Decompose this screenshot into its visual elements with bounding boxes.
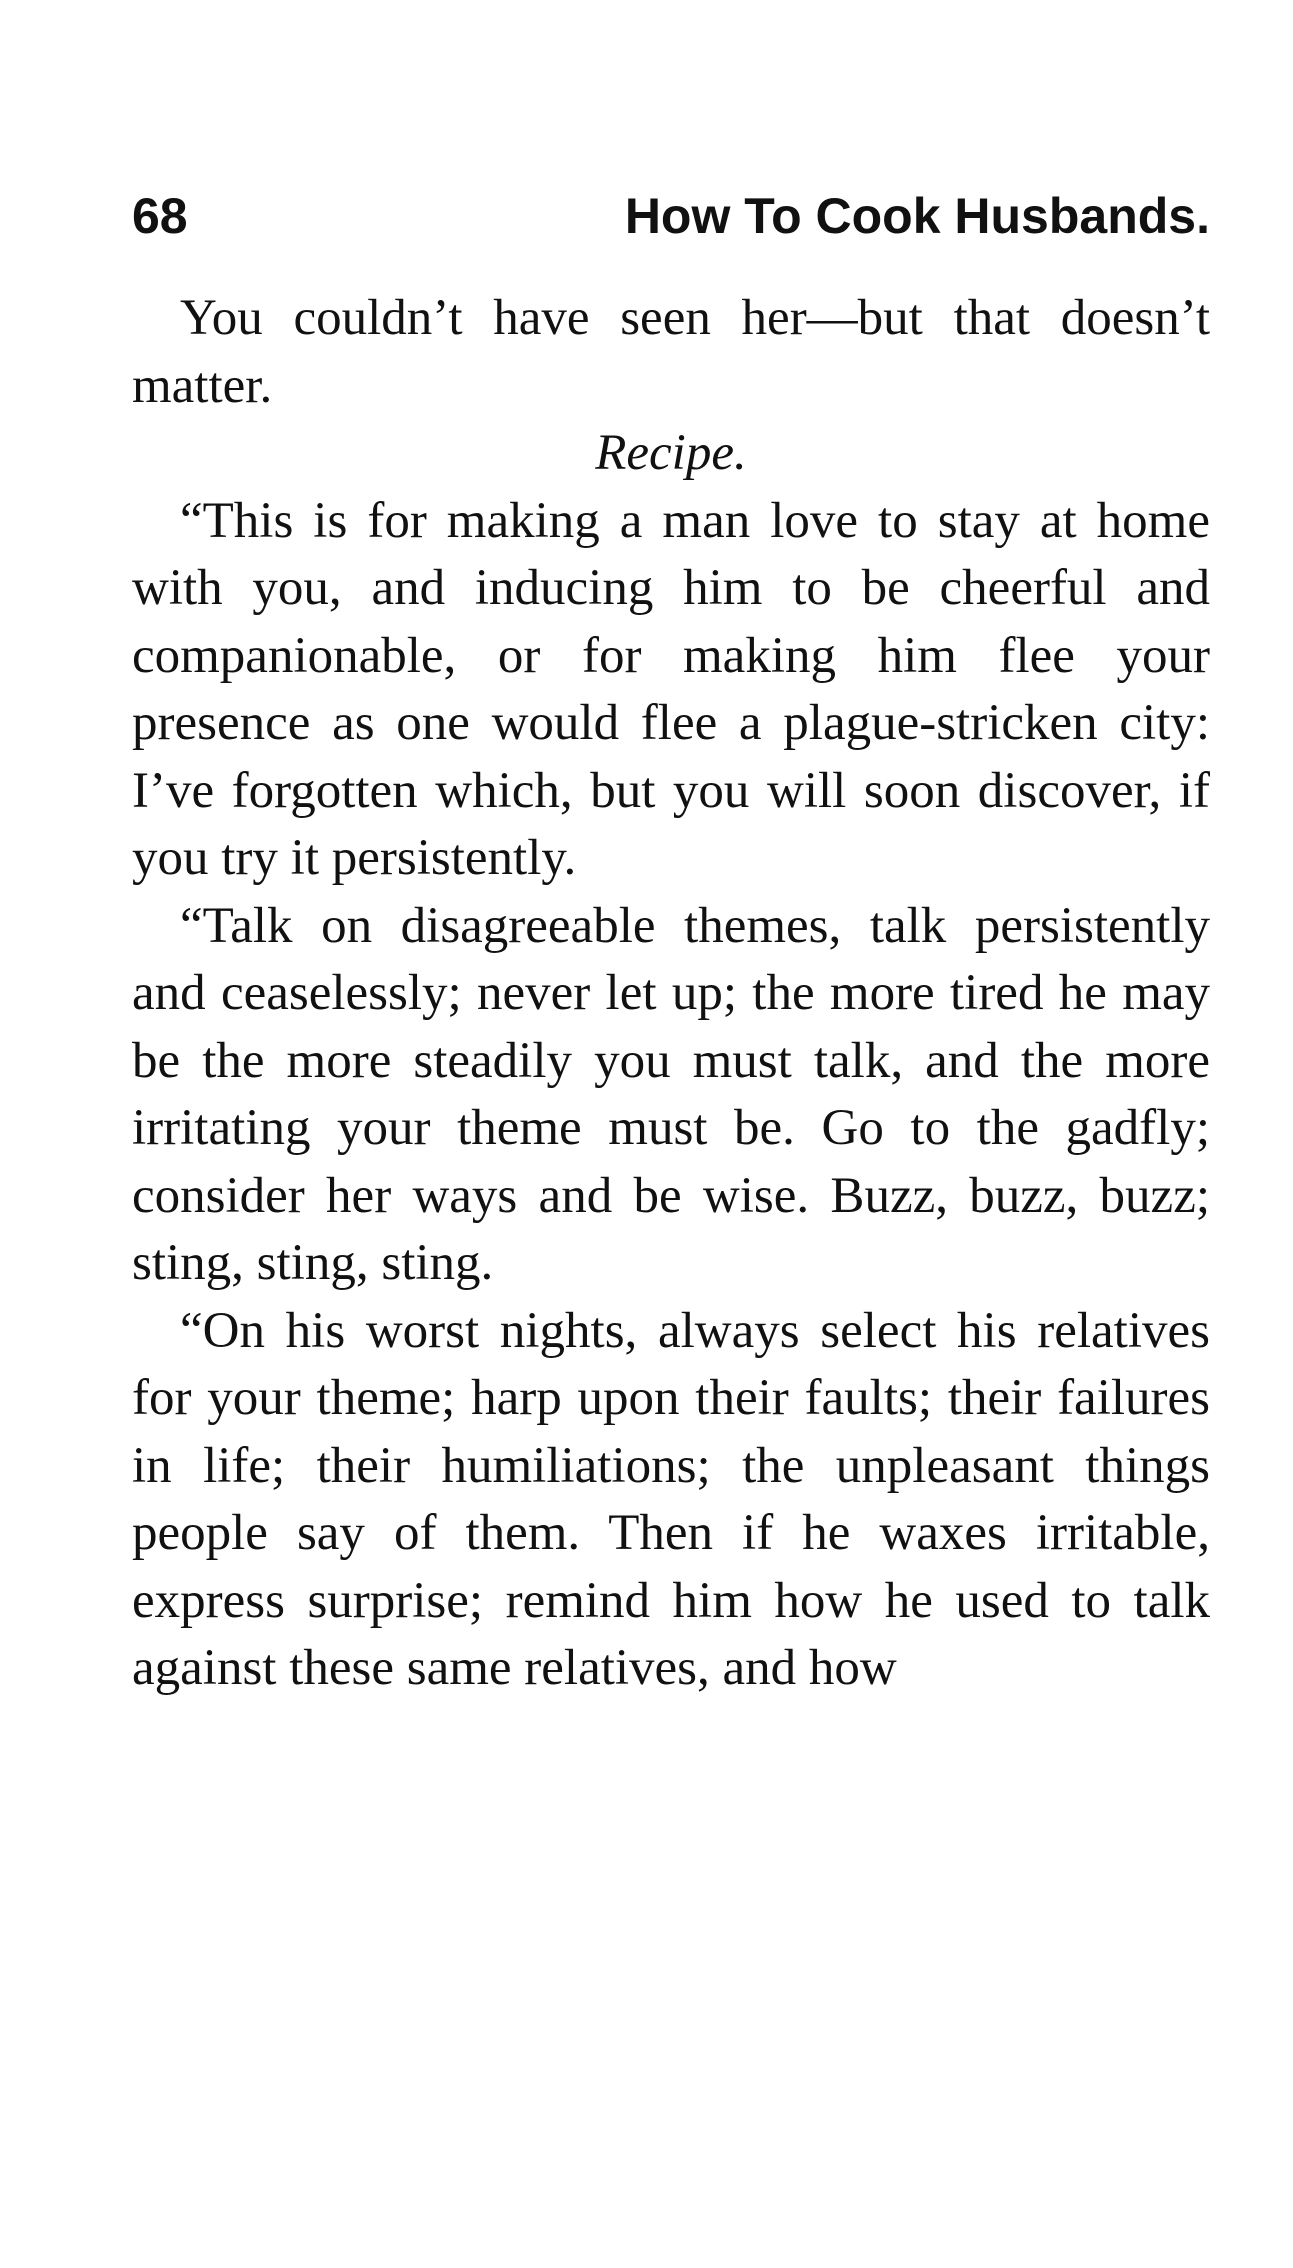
intro-paragraph: You couldn’t have seen her—but that doesn’t matter. bbox=[132, 290, 1210, 414]
paragraph: “This is for making a man love to stay at home with you, and inducing him to be cheerful and companionable, or for making him flee your presence as one would flee a plague-stricken city: I’ve forgotten which, but you will soon discover, if you try it persistently. bbox=[132, 492, 1210, 886]
page-number: 68 bbox=[132, 188, 188, 244]
section-heading: Recipe. bbox=[595, 425, 747, 481]
page-body bbox=[132, 285, 1210, 1703]
paragraph: “On his worst nights, always select his relatives for your theme; harp upon their faults; their failures in life; their humiliations; the unpleasant things people say of them. Then if he waxes irritable, express surprise; remind him how he used to talk against these same relatives, and how bbox=[132, 1302, 1210, 1696]
page-header bbox=[132, 176, 1210, 256]
paragraph: “Talk on disagreeable themes, talk persistently and ceaselessly; never let up; the more tired he may be the more steadily you must talk, and the more irritating your theme must be. Go to the gadfly; consider her ways and be wise. Buzz, buzz, buzz; sting, sting, sting. bbox=[132, 897, 1210, 1291]
running-title: How To Cook Husbands. bbox=[624, 188, 1210, 244]
